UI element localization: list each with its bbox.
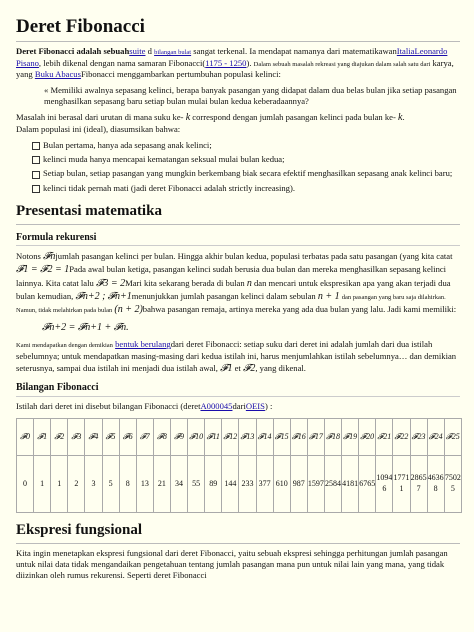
table-header-row <box>17 418 462 455</box>
table-cell: 4181 <box>342 455 359 512</box>
intro-text-2: , lebih dikenal dengan nama samaran Fibonacci( <box>38 57 206 68</box>
table-header-cell: 𝓕19 <box>342 418 359 455</box>
table-header-cell: 𝓕17 <box>307 418 324 455</box>
table-cell: 987 <box>290 455 307 512</box>
table-cell: 144 <box>222 455 239 512</box>
table-cell: 377 <box>256 455 273 512</box>
intro-text-4: karya, yang <box>16 57 454 80</box>
formula-paragraph <box>16 250 460 316</box>
page-title: Deret Fibonacci <box>16 0 460 42</box>
table-row <box>17 455 462 512</box>
recurrence-paragraph <box>16 339 460 375</box>
link-pisano[interactable]: Pisano <box>16 57 39 68</box>
table-cell: 55 <box>188 455 205 512</box>
section-ekspresi: Ekspresi fungsional <box>16 521 460 544</box>
table-cell: 3 <box>85 455 102 512</box>
bullet-box-icon <box>32 185 40 193</box>
list-item <box>32 140 460 151</box>
section-formula: Formula rekurensi <box>16 231 460 246</box>
fibonacci-table <box>16 418 462 513</box>
assumption-text: kelinci tidak pernah mati (jadi deret Fibonacci adalah strictly increasing). <box>43 182 295 193</box>
masalah-text-1: Masalah ini berasal dari urutan di mana suku ke- <box>16 112 184 123</box>
table-header-cell: 𝓕1 <box>34 418 51 455</box>
d-symbol: d <box>147 46 152 57</box>
bullet-box-icon <box>32 171 40 179</box>
formula-text-d: Mari kita sekarang berada di bulan <box>125 277 245 288</box>
link-italia[interactable]: Italia <box>396 46 415 57</box>
math-fn: 𝓕n <box>43 251 56 263</box>
table-header-cell: 𝓕11 <box>205 418 222 455</box>
math-f1-f2: 𝓕1 = 𝓕2 = 1 <box>16 264 70 276</box>
table-cell: 610 <box>273 455 290 512</box>
assumption-text: Bulan pertama, hanya ada sepasang anak kelinci; <box>43 139 212 150</box>
recurrence-end: , yang dikenal. <box>255 363 306 374</box>
table-cell: 0 <box>17 455 34 512</box>
table-cell: 17711 <box>393 455 410 512</box>
formula-text-h: bahwa pasangan remaja, artinya mereka yang ada dua bulan yang lalu. Jadi kami memiliki: <box>142 303 457 314</box>
table-cell: 13 <box>136 455 153 512</box>
section-bilangan: Bilangan Fibonacci <box>16 381 460 396</box>
intro-paragraph <box>16 46 460 81</box>
bullet-box-icon <box>32 156 40 164</box>
table-header-cell: 𝓕15 <box>273 418 290 455</box>
link-bentuk-berulang[interactable]: bentuk berulang <box>115 339 171 350</box>
assumption-text: kelinci muda hanya mencapai kematangan seksual mulai bulan kedua; <box>43 154 285 165</box>
table-header-cell: 𝓕21 <box>376 418 393 455</box>
table-cell: 1597 <box>307 455 324 512</box>
link-suite[interactable]: suite <box>129 46 146 57</box>
table-cell: 1 <box>51 455 68 512</box>
intro-text-5: Fibonacci menggambarkan pertumbuhan populasi kelinci: <box>80 69 281 80</box>
table-cell: 75025 <box>444 455 461 512</box>
math-k-2: k <box>398 112 403 124</box>
table-header-cell: 𝓕25 <box>444 418 461 455</box>
table-cell: 34 <box>170 455 187 512</box>
quote: « Memiliki awalnya sepasang kelinci, berapa banyak pasangan yang didapat dalam dua belas bulan jika setiap pasangan menghasilkan sepasang baru setiap bulan mulai bulan kedua keberadaannya? <box>44 84 457 106</box>
intro-tiny-text: Dalam sebuah masalah rekreasi yang diajukan dalam salah satu dari <box>253 60 431 68</box>
table-header-cell: 𝓕12 <box>222 418 239 455</box>
table-cell: 89 <box>205 455 222 512</box>
table-cell: 8 <box>119 455 136 512</box>
masalah-text-2: correspond dengan jumlah pasangan kelinci pada bulan ke- <box>192 112 396 123</box>
math-n1: n + 1 <box>317 290 340 302</box>
ekspresi-paragraph: Kita ingin menetapkan ekspresi fungsional dari deret Fibonacci, yaitu sebuah ekspresi sehingga perhitungan jumlah pasangan untuk nilai data tidak mengandaikan pengetahuan tentang jumlah pasangan mana pun untuk nilai lain yang mana, yang tidak diizinkan oleh rumus rekurensi. Seperti deret Fibonacci <box>16 547 448 581</box>
bilangan-text-a: Istilah dari deret ini disebut bilangan Fibonacci (deret <box>16 400 201 411</box>
list-item <box>32 154 460 165</box>
table-header-cell: 𝓕14 <box>256 418 273 455</box>
table-header-cell: 𝓕24 <box>427 418 444 455</box>
link-years[interactable]: 1175 - 1250 <box>205 57 247 68</box>
list-item <box>32 183 460 194</box>
table-cell: 5 <box>102 455 119 512</box>
table-header-cell: 𝓕7 <box>136 418 153 455</box>
bilangan-text-c: ) : <box>264 400 273 411</box>
formula-text-f: menunjukkan jumlah pasangan kelinci dalam sebulan <box>131 290 316 301</box>
table-header-cell: 𝓕13 <box>239 418 256 455</box>
masalah-text-3: Dalam populasi ini (ideal), diasumsikan bahwa: <box>16 124 181 135</box>
table-header-cell: 𝓕6 <box>119 418 136 455</box>
math-n2: (n + 2) <box>114 303 143 315</box>
table-header-cell: 𝓕0 <box>17 418 34 455</box>
math-fn1: 𝓕n+1 <box>107 290 132 302</box>
intro-lead: Deret Fibonacci adalah sebuah <box>16 46 130 57</box>
link-buku-abacus[interactable]: Buku Abacus <box>34 69 81 80</box>
section-presentasi: Presentasi matematika <box>16 202 460 225</box>
table-header-cell: 𝓕9 <box>170 418 187 455</box>
table-header-cell: 𝓕2 <box>51 418 68 455</box>
table-cell: 10946 <box>376 455 393 512</box>
table-cell: 28657 <box>410 455 427 512</box>
recurrence-text: dari deret Fibonacci: setiap suku dari deret ini adalah jumlah dari dua istilah sebelumnya; untuk mendapatkan masing-masing dari kedua istilah ini, harus menjumlahkan istilah sebelumnya… dan demikian seterusnya, sampai dua istilah ini menjadi dua istilah awal, <box>16 339 457 374</box>
table-cell: 2 <box>68 455 85 512</box>
recurrence-formula: 𝓕n+2 = 𝓕n+1 + 𝓕n. <box>42 322 129 334</box>
table-header-cell: 𝓕22 <box>393 418 410 455</box>
link-leonardo[interactable]: Leonardo <box>414 46 448 57</box>
table-cell: 2584 <box>324 455 341 512</box>
math-f2: 𝓕2 <box>242 363 256 375</box>
table-header-cell: 𝓕20 <box>359 418 376 455</box>
math-n: n <box>246 277 252 289</box>
table-header-cell: 𝓕16 <box>290 418 307 455</box>
table-header-cell: 𝓕4 <box>85 418 102 455</box>
math-f1: 𝓕1 <box>220 363 233 375</box>
link-a000045[interactable]: A000045 <box>200 400 233 411</box>
table-cell: 233 <box>239 455 256 512</box>
math-et: et <box>234 363 241 374</box>
table-cell: 21 <box>153 455 170 512</box>
recurrence-tiny: Kami mendapatkan dengan demikian <box>16 342 113 350</box>
link-bilangan-bulat[interactable]: bilangan bulat <box>154 49 192 57</box>
table-header-cell: 𝓕8 <box>153 418 170 455</box>
assumption-text: Setiap bulan, setiap pasangan yang mungkin berkembang biak secara efektif menghasilkan sepasang anak kelinci baru; <box>43 168 453 179</box>
bilangan-text-b: dari <box>232 400 246 411</box>
formula-text-c: Pada awal bulan ketiga, pasangan kelinci sudah berusia dua bulan dan mereka menghasilkan sepasang kelinci lainnya. Kita catat lalu <box>16 264 447 288</box>
list-item <box>32 168 460 179</box>
formula-text-g: dan pasangan yang baru saja dilahirkan. Namun, tidak melahirkan pada bulan <box>16 293 446 314</box>
intro-text-3: ). <box>246 57 252 68</box>
table-header-cell: 𝓕5 <box>102 418 119 455</box>
math-k: k <box>185 112 191 124</box>
bullet-box-icon <box>32 142 40 150</box>
table-header-cell: 𝓕3 <box>68 418 85 455</box>
table-header-cell: 𝓕10 <box>188 418 205 455</box>
masalah-paragraph: Masalah ini berasal dari urutan di mana suku ke- k correspond dengan jumlah pasangan kelinci pada bulan ke- k. Dalam populasi ini (ideal), diasumsikan bahwa: <box>16 112 405 135</box>
table-cell: 6765 <box>359 455 376 512</box>
math-fn2: 𝓕n+2 ; <box>75 290 106 302</box>
formula-text-a: Notons <box>16 251 41 262</box>
formula-text-b: jumlah pasangan kelinci per bulan. Hingga akhir bulan kedua, populasi terbatas pada satu pasangan (yang kita catat <box>55 251 453 262</box>
bilangan-paragraph <box>16 401 460 412</box>
assumption-list <box>16 140 460 194</box>
math-f3: 𝓕3 = 2 <box>95 277 126 289</box>
link-oeis[interactable]: OEIS <box>245 400 265 411</box>
intro-text-1: sangat terkenal. Ia mendapat namanya dari matematikawan <box>193 46 397 57</box>
table-cell: 46368 <box>427 455 444 512</box>
formula-text-e: dan mencari untuk ekspresikan apa yang akan terjadi dua bulan kemudian, <box>16 277 451 301</box>
table-header-cell: 𝓕23 <box>410 418 427 455</box>
table-cell: 1 <box>34 455 51 512</box>
table-header-cell: 𝓕18 <box>324 418 341 455</box>
